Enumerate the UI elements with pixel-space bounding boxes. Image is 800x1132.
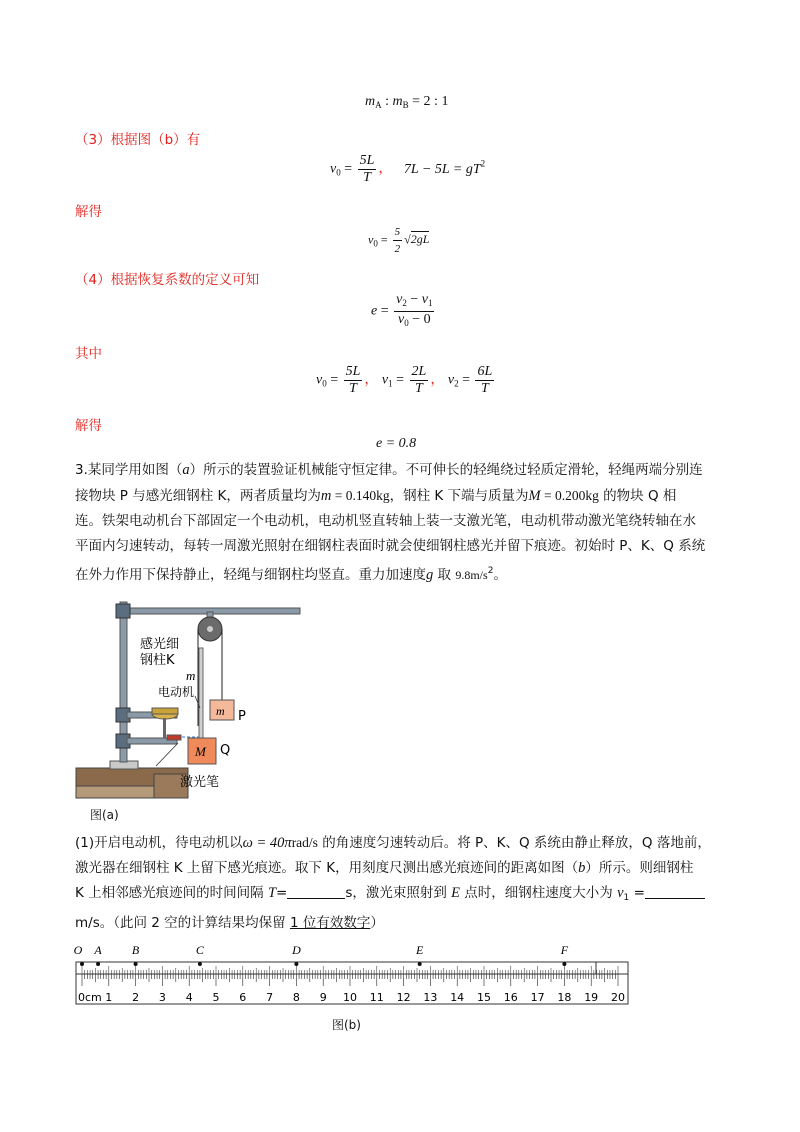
- ruler-label: 20: [611, 991, 625, 1004]
- ruler-label: 13: [423, 991, 438, 1004]
- step4-equation: e = $\frac{v_2 - v_1}{v_0 - 0}$: [371, 292, 433, 328]
- label-k1: 感光细: [140, 637, 180, 652]
- steel-rod-k: [199, 648, 203, 740]
- label-q-mass: M: [195, 744, 206, 759]
- figure-b: [70, 940, 640, 1010]
- solve1-equation: $v_0$ = $\frac{5}{2}$ √2gL: [368, 226, 430, 255]
- figure-b-caption: 图(b): [332, 1018, 361, 1032]
- ruler-label: 3: [158, 991, 166, 1004]
- trace-label-b: B: [131, 943, 140, 957]
- label-q: Q: [220, 743, 231, 758]
- solve2-heading: 解得: [75, 418, 102, 434]
- ruler-labels: [78, 991, 625, 1004]
- part-1: (1)开启电动机，待电动机以ω = 40πrad/s 的角速度匀速转动后。将 P、K、Q 系统由静止释放，Q 落地前， 激光器在细钢柱 K 上留下感光痕迹。取下 K，用刻度尺测出感光痕迹间的距离如图（b）所示。则细钢柱 K 上相邻感光痕迹间的时间间隔 T= s，激光束照射到 E 点时，细钢柱速度大小为 $v_1$ = m/s。（此问 2 空的计算结果均保留 1 位有效数字）: [75, 835, 711, 931]
- ruler-label: 16: [503, 991, 518, 1004]
- trace-dot-e: [418, 962, 422, 966]
- ruler-label: 6: [239, 991, 247, 1004]
- ruler-label: 11: [369, 991, 384, 1004]
- label-p-mass: m: [216, 704, 225, 718]
- trace-dot-f: [562, 962, 566, 966]
- ruler-label: 4: [185, 991, 193, 1004]
- question-3: 3.某同学用如图（a）所示的装置验证机械能守恒定律。不可伸长的轻绳绕过轻质定滑轮，轻绳两端分别连 接物块 P 与感光细钢柱 K，两者质量均为m = 0.140kg，钢柱 K 下端与质量为M = 0.200kg 的物块 Q 相 连。铁架电动机台下部固定一个电动机，电动机竖直转轴上装一支激光笔，电动机带动激光笔绕转轴在水 平面内匀速转动，每转一周激光照射在细钢柱表面时就会使细钢柱感光并留下痕迹。初始时 P、K、Q 系统 在外力作用下保持静止，轻绳与细钢柱均竖直。重力加速度g 取 $9.8m/s^2$。: [75, 462, 706, 583]
- ruler-label: 9: [319, 991, 327, 1004]
- step3-heading: （3）根据图（b）有: [75, 132, 201, 148]
- trace-label-e: E: [416, 943, 424, 957]
- trace-label-a: A: [94, 943, 102, 957]
- ruler-label: 15: [477, 991, 491, 1004]
- step4-heading: （4）根据恢复系数的定义可知: [75, 272, 260, 288]
- step3-equations: $v_0$ = $\frac{5L}{T}$ ， $7L - 5L = gT^2$: [330, 153, 486, 185]
- ruler-label: 19: [584, 991, 599, 1004]
- ruler-label: 18: [557, 991, 572, 1004]
- figure-a: [70, 596, 330, 832]
- where-equations: $v_0$ = $\frac{5L}{T}$ ， $v_1$ = $\frac{2L}{T}$ ， $v_2$ = $\frac{6L}{T}$: [316, 364, 493, 396]
- label-laser: 激光笔: [180, 775, 220, 790]
- blank-t[interactable]: [287, 884, 345, 899]
- trace-dot-b: [134, 962, 138, 966]
- ruler-label: 2: [132, 991, 140, 1004]
- trace-label-c: C: [195, 943, 204, 957]
- label-m: m: [186, 668, 196, 683]
- ruler-label: 17: [530, 991, 545, 1004]
- ruler-label: 10: [343, 991, 357, 1004]
- trace-label-d: D: [292, 943, 301, 957]
- label-p: P: [238, 709, 246, 724]
- ruler-label: 14: [450, 991, 465, 1004]
- ruler-label: 1: [105, 991, 113, 1004]
- ruler-label: 7: [266, 991, 274, 1004]
- ruler-label: 8: [292, 991, 300, 1004]
- trace-dot-c: [198, 962, 202, 966]
- ruler-label: 12: [396, 991, 411, 1004]
- ruler-label: 5: [212, 991, 220, 1004]
- steel-rod-strip: [76, 962, 628, 974]
- ruler-ticks: [82, 966, 618, 986]
- trace-dot-a: [96, 962, 100, 966]
- ruler-label: 0cm: [78, 991, 102, 1004]
- trace-dot-d: [294, 962, 298, 966]
- solve1-heading: 解得: [75, 204, 102, 220]
- label-k2: 钢柱K: [140, 653, 175, 668]
- blank-v1[interactable]: [645, 884, 705, 899]
- where-heading: 其中: [75, 346, 102, 362]
- trace-dot-o: [80, 962, 84, 966]
- solve2-result: e = 0.8: [376, 436, 417, 451]
- trace-label-o: O: [73, 943, 83, 957]
- trace-label-f: F: [560, 943, 569, 957]
- label-motor: 电动机: [158, 685, 195, 699]
- mass-ratio: $m_A$ : $m_B = 2$ : 1: [365, 94, 449, 110]
- laser-pen: [167, 735, 181, 740]
- figure-a-caption: 图(a): [90, 808, 119, 822]
